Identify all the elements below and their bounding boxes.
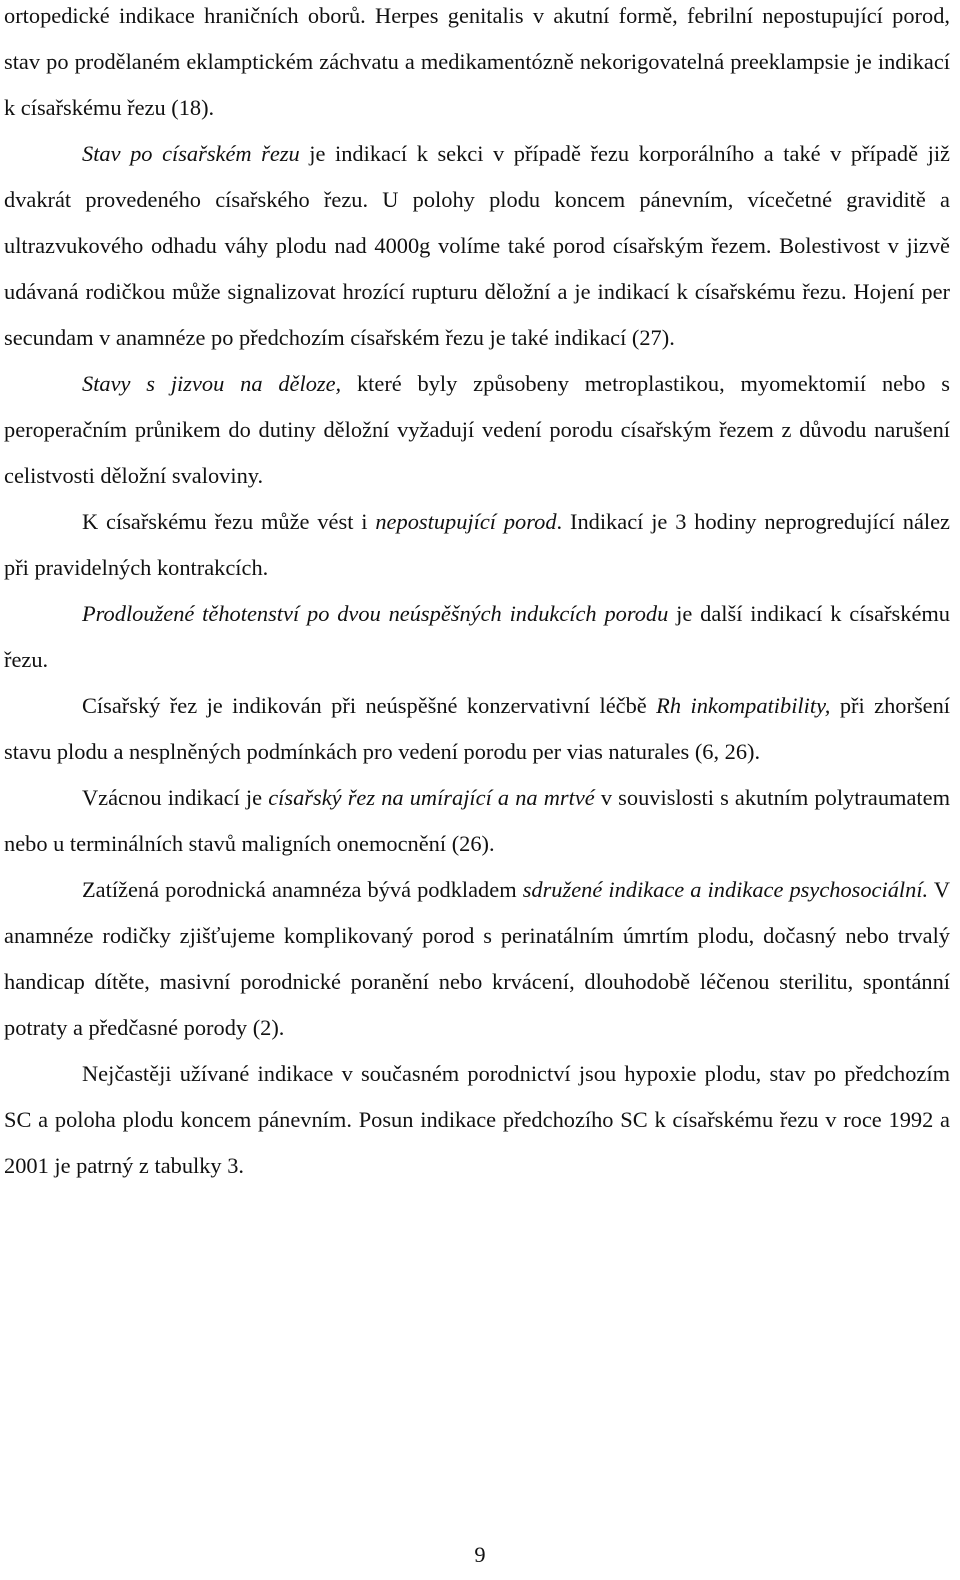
italic-text-segment: Stavy s jizvou na děloze,	[82, 371, 342, 396]
text-segment: V anamnéze rodičky zjišťujeme komplikovaný porod s perinatálním úmrtím plodu, dočasný nebo trvalý handicap dítěte, masivní porodnické poranění nebo krvácení, dlouhodobě léčenou sterilitu, spontánní potraty a předčasné porody (2).	[4, 877, 950, 1040]
paragraph	[4, 867, 950, 1051]
page-number: 9	[474, 1542, 486, 1567]
text-segment: je indikací k sekci v případě řezu korporálního a také v případě již dvakrát provedeného císařského řezu. U polohy plodu koncem pánevním, vícečetné graviditě a ultrazvukového odhadu váhy plodu nad 4000g volíme také porod císařským řezem. Bolestivost v jizvě udávaná rodičkou může signalizovat hrozící rupturu děložní a je indikací k císařskému řezu. Hojení per secundam v anamnéze po předchozím císařském řezu je také indikací (27).	[4, 141, 950, 350]
paragraph	[4, 1051, 950, 1189]
paragraph	[4, 499, 950, 591]
text-segment: K císařskému řezu může vést i	[82, 509, 376, 534]
text-segment: Vzácnou indikací je	[82, 785, 269, 810]
text-segment: je další indikací k císařskému řezu.	[4, 601, 950, 672]
italic-text-segment: Stav po císařském řezu	[82, 141, 300, 166]
text-segment: . Indikací je 3 hodiny neprogredující nález při pravidelných kontrakcích.	[4, 509, 950, 580]
text-segment: Zatížená porodnická anamnéza bývá podkladem	[82, 877, 523, 902]
paragraph	[4, 591, 950, 683]
text-segment: které byly způsobeny metroplastikou, myomektomií nebo s peroperačním průnikem do dutiny děložní vyžadují vedení porodu císařským řezem z důvodu narušení celistvosti děložní svaloviny.	[4, 371, 950, 488]
page-body	[4, 0, 950, 1189]
text-segment: Nejčastěji užívané indikace v současném porodnictví jsou hypoxie plodu, stav po předchozím SC a poloha plodu koncem pánevním. Posun indikace předchozího SC k císařskému řezu v roce 1992 a 2001 je patrný z tabulky 3.	[4, 1061, 950, 1178]
text-segment: ortopedické indikace hraničních oborů. Herpes genitalis v akutní formě, febrilní nepostupující porod, stav po prodělaném eklamptickém záchvatu a medikamentózně nekorigovatelná preeklampsie je indikací k císařskému řezu (18).	[4, 3, 950, 120]
italic-text-segment: císařský řez na umírající a na mrtvé	[268, 785, 595, 810]
paragraph	[4, 775, 950, 867]
italic-text-segment: nepostupující porod	[375, 509, 557, 534]
text-segment: při zhoršení stavu plodu a nesplněných podmínkách pro vedení porodu per vias naturales (6, 26).	[4, 693, 951, 764]
text-segment: v souvislosti s akutním polytraumatem nebo u terminálních stavů maligních onemocnění (26).	[4, 785, 950, 856]
italic-text-segment: Rh inkompatibility,	[656, 693, 831, 718]
paragraph	[4, 131, 950, 361]
text-segment: Císařský řez je indikován při neúspěšné konzervativní léčbě	[82, 693, 657, 718]
italic-text-segment: sdružené indikace a indikace psychosociální.	[522, 877, 929, 902]
paragraph	[4, 361, 950, 499]
paragraph	[4, 0, 950, 131]
italic-text-segment: Prodloužené těhotenství po dvou neúspěšných indukcích porodu	[82, 601, 669, 626]
paragraph	[4, 683, 950, 775]
